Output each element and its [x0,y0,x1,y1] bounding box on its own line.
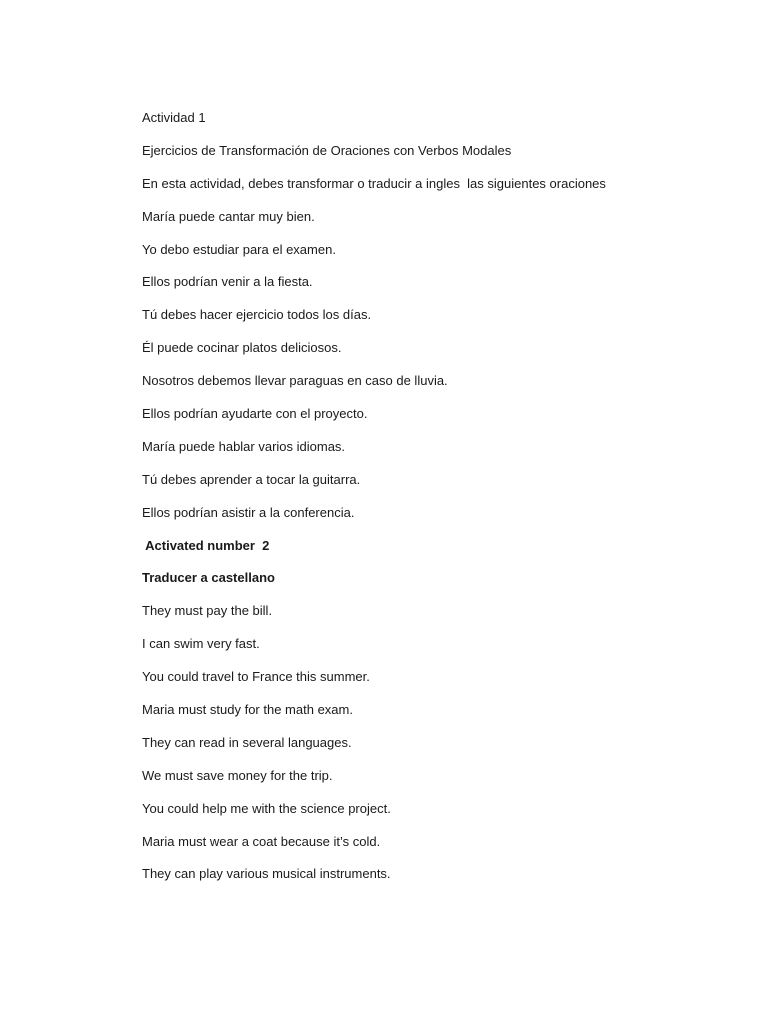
document-body [142,109,722,898]
spanish-sentence: Tú debes hacer ejercicio todos los días. [142,307,372,323]
english-sentence: I can swim very fast. [142,636,260,652]
english-sentence: Maria must wear a coat because it’s cold. [142,833,381,849]
spanish-sentence: Nosotros debemos llevar paraguas en caso de lluvia. [142,373,448,389]
spanish-sentence: Ellos podrían asistir a la conferencia. [142,504,355,520]
spanish-sentence: Tú debes aprender a tocar la guitarra. [142,471,361,487]
spanish-sentence: Él puede cocinar platos deliciosos. [142,340,342,356]
activity-2-heading: Activated number 2 [142,537,270,553]
english-sentence: We must save money for the trip. [142,767,333,783]
english-sentence: You could help me with the science project. [142,800,391,816]
spanish-sentence: Ellos podrían venir a la fiesta. [142,274,313,290]
spanish-sentence: María puede cantar muy bien. [142,208,315,224]
activity-1-heading: Actividad 1 [142,110,206,125]
english-sentence: They must pay the bill. [142,603,273,619]
spanish-sentence: María puede hablar varios idiomas. [142,438,346,454]
spanish-sentence: Ellos podrían ayudarte con el proyecto. [142,406,368,422]
activity-2-instruction: Traducer a castellano [142,570,275,586]
english-sentence: They can play various musical instruments. [142,866,391,882]
english-sentence: Maria must study for the math exam. [142,702,353,718]
english-sentence: You could travel to France this summer. [142,669,370,685]
activity-1-subtitle: Ejercicios de Transformación de Oraciones con Verbos Modales [142,142,512,158]
english-sentence: They can read in several languages. [142,734,352,750]
activity-1-instruction: En esta actividad, debes transformar o traducir a ingles las siguientes oraciones [142,175,606,191]
spanish-sentence: Yo debo estudiar para el examen. [142,241,336,257]
